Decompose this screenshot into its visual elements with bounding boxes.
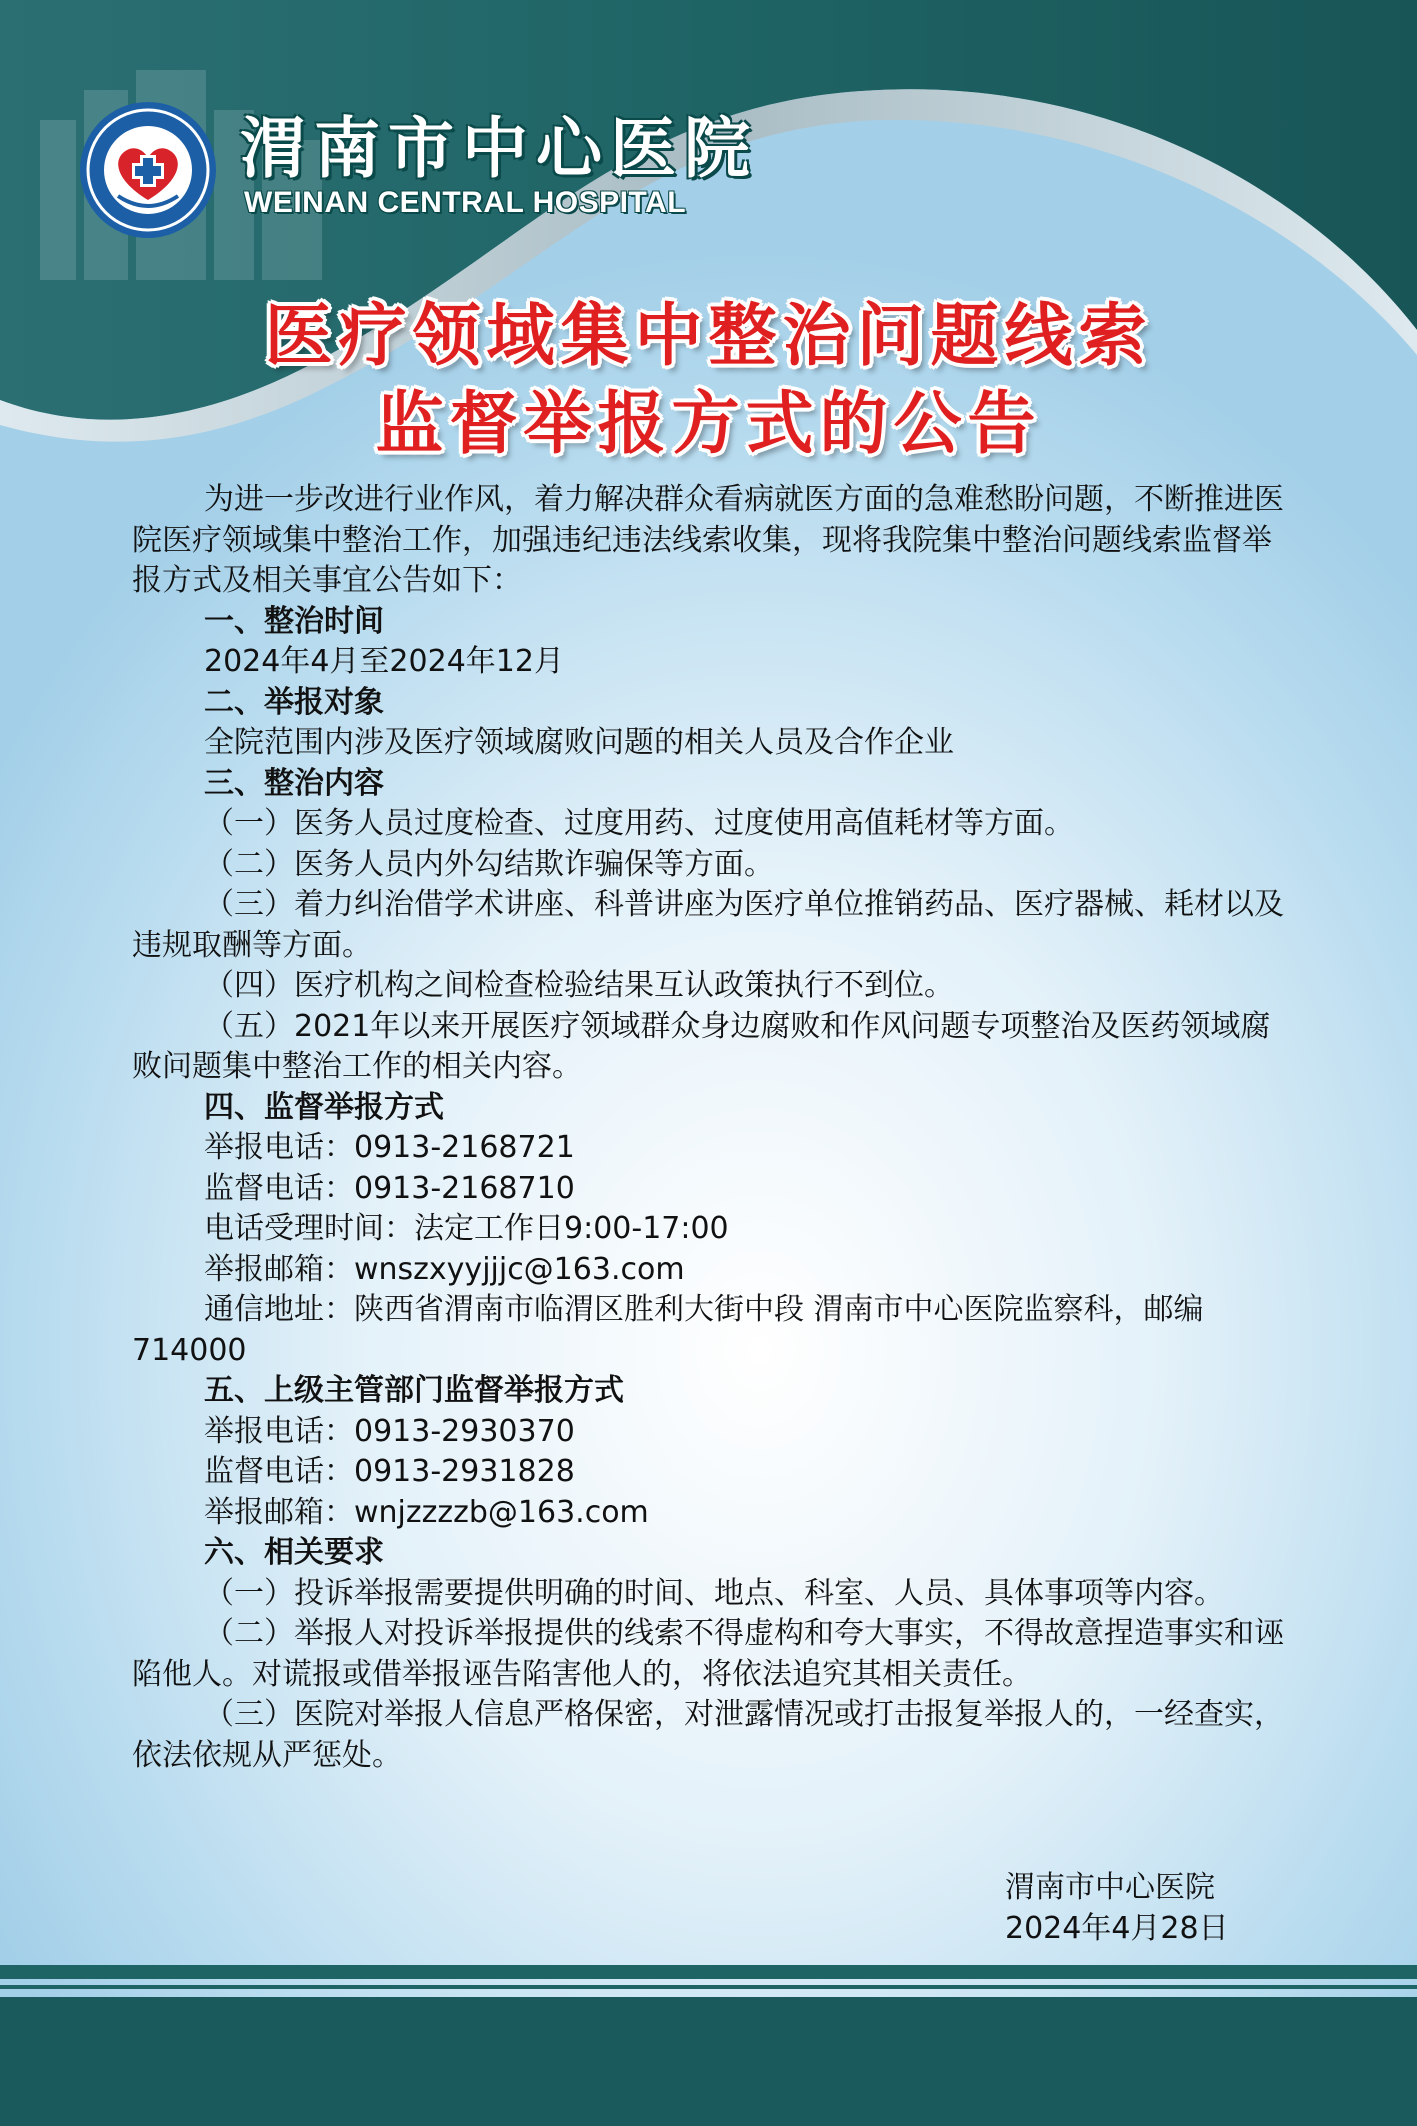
- section-1-heading: 一、整治时间: [204, 603, 384, 639]
- report-email: 举报邮箱：wnszxyyjjjc@163.com: [204, 1251, 685, 1287]
- section-2-heading: 二、举报对象: [204, 684, 384, 720]
- section-3-item: （四）医疗机构之间检查检验结果互认政策执行不到位。: [204, 968, 954, 1003]
- supervise-phone: 监督电话：0913-2168710: [204, 1170, 575, 1206]
- report-phone: 举报电话：0913-2168721: [204, 1130, 575, 1165]
- section-6-item: （三）医院对举报人信息严格保密，对泄露情况或打击报复举报人的，一经查实，依法依规从严惩处。: [132, 1697, 1284, 1773]
- notice-title-line1: 医疗领域集中整治问题线索: [264, 297, 1153, 376]
- mailing-address: 通信地址：陕西省渭南市临渭区胜利大街中段 渭南市中心医院监察科，邮编714000: [132, 1292, 1204, 1368]
- notice-title-line2: 监督举报方式的公告: [375, 385, 1042, 464]
- section-2-text: 全院范围内涉及医疗领域腐败问题的相关人员及合作企业: [204, 725, 954, 760]
- section-4-heading: 四、监督举报方式: [204, 1089, 444, 1125]
- section-6-heading: 六、相关要求: [204, 1535, 384, 1570]
- section-3-item: （二）医务人员内外勾结欺诈骗保等方面。: [204, 846, 774, 882]
- notice-body: [132, 480, 1290, 1776]
- section-3-heading: 三、整治内容: [204, 765, 384, 801]
- footer-band: [0, 1955, 1417, 2126]
- superior-report-phone: 举报电话：0913-2930370: [204, 1413, 575, 1449]
- phone-hours: 电话受理时间：法定工作日9:00-17:00: [204, 1211, 729, 1246]
- hospital-name-en: WEINAN CENTRAL HOSPITAL: [244, 186, 687, 219]
- hospital-name-cn: 渭南市中心医院: [240, 109, 758, 187]
- superior-report-email: 举报邮箱：wnjzzzzb@163.com: [204, 1494, 649, 1530]
- section-1-text: 2024年4月至2024年12月: [204, 644, 564, 679]
- section-6-item: （一）投诉举报需要提供明确的时间、地点、科室、人员、具体事项等内容。: [204, 1575, 1224, 1611]
- superior-supervise-phone: 监督电话：0913-2931828: [204, 1454, 575, 1489]
- section-3-item: （三）着力纠治借学术讲座、科普讲座为医疗单位推销药品、医疗器械、耗材以及违规取酬等方面。: [132, 887, 1284, 963]
- signature-block: [1005, 1868, 1229, 1949]
- section-5-heading: 五、上级主管部门监督举报方式: [204, 1373, 624, 1408]
- section-3-item: （一）医务人员过度检查、过度用药、过度使用高值耗材等方面。: [204, 806, 1074, 841]
- hospital-logo-icon: [78, 100, 218, 240]
- section-6-item: （二）举报人对投诉举报提供的线索不得虚构和夸大事实，不得故意捏造事实和诬陷他人。对谎报或借举报诬告陷害他人的，将依法追究其相关责任。: [132, 1616, 1284, 1692]
- intro-paragraph: 为进一步改进行业作风，着力解决群众看病就医方面的急难愁盼问题，不断推进医院医疗领域集中整治工作，加强违纪违法线索收集，现将我院集中整治问题线索监督举报方式及相关事宜公告如下：: [132, 482, 1284, 598]
- section-3-item: （五）2021年以来开展医疗领域群众身边腐败和作风问题专项整治及医药领域腐败问题集中整治工作的相关内容。: [132, 1008, 1271, 1084]
- signature-org: 渭南市中心医院: [1005, 1870, 1215, 1905]
- signature-date: 2024年4月28日: [1005, 1910, 1229, 1946]
